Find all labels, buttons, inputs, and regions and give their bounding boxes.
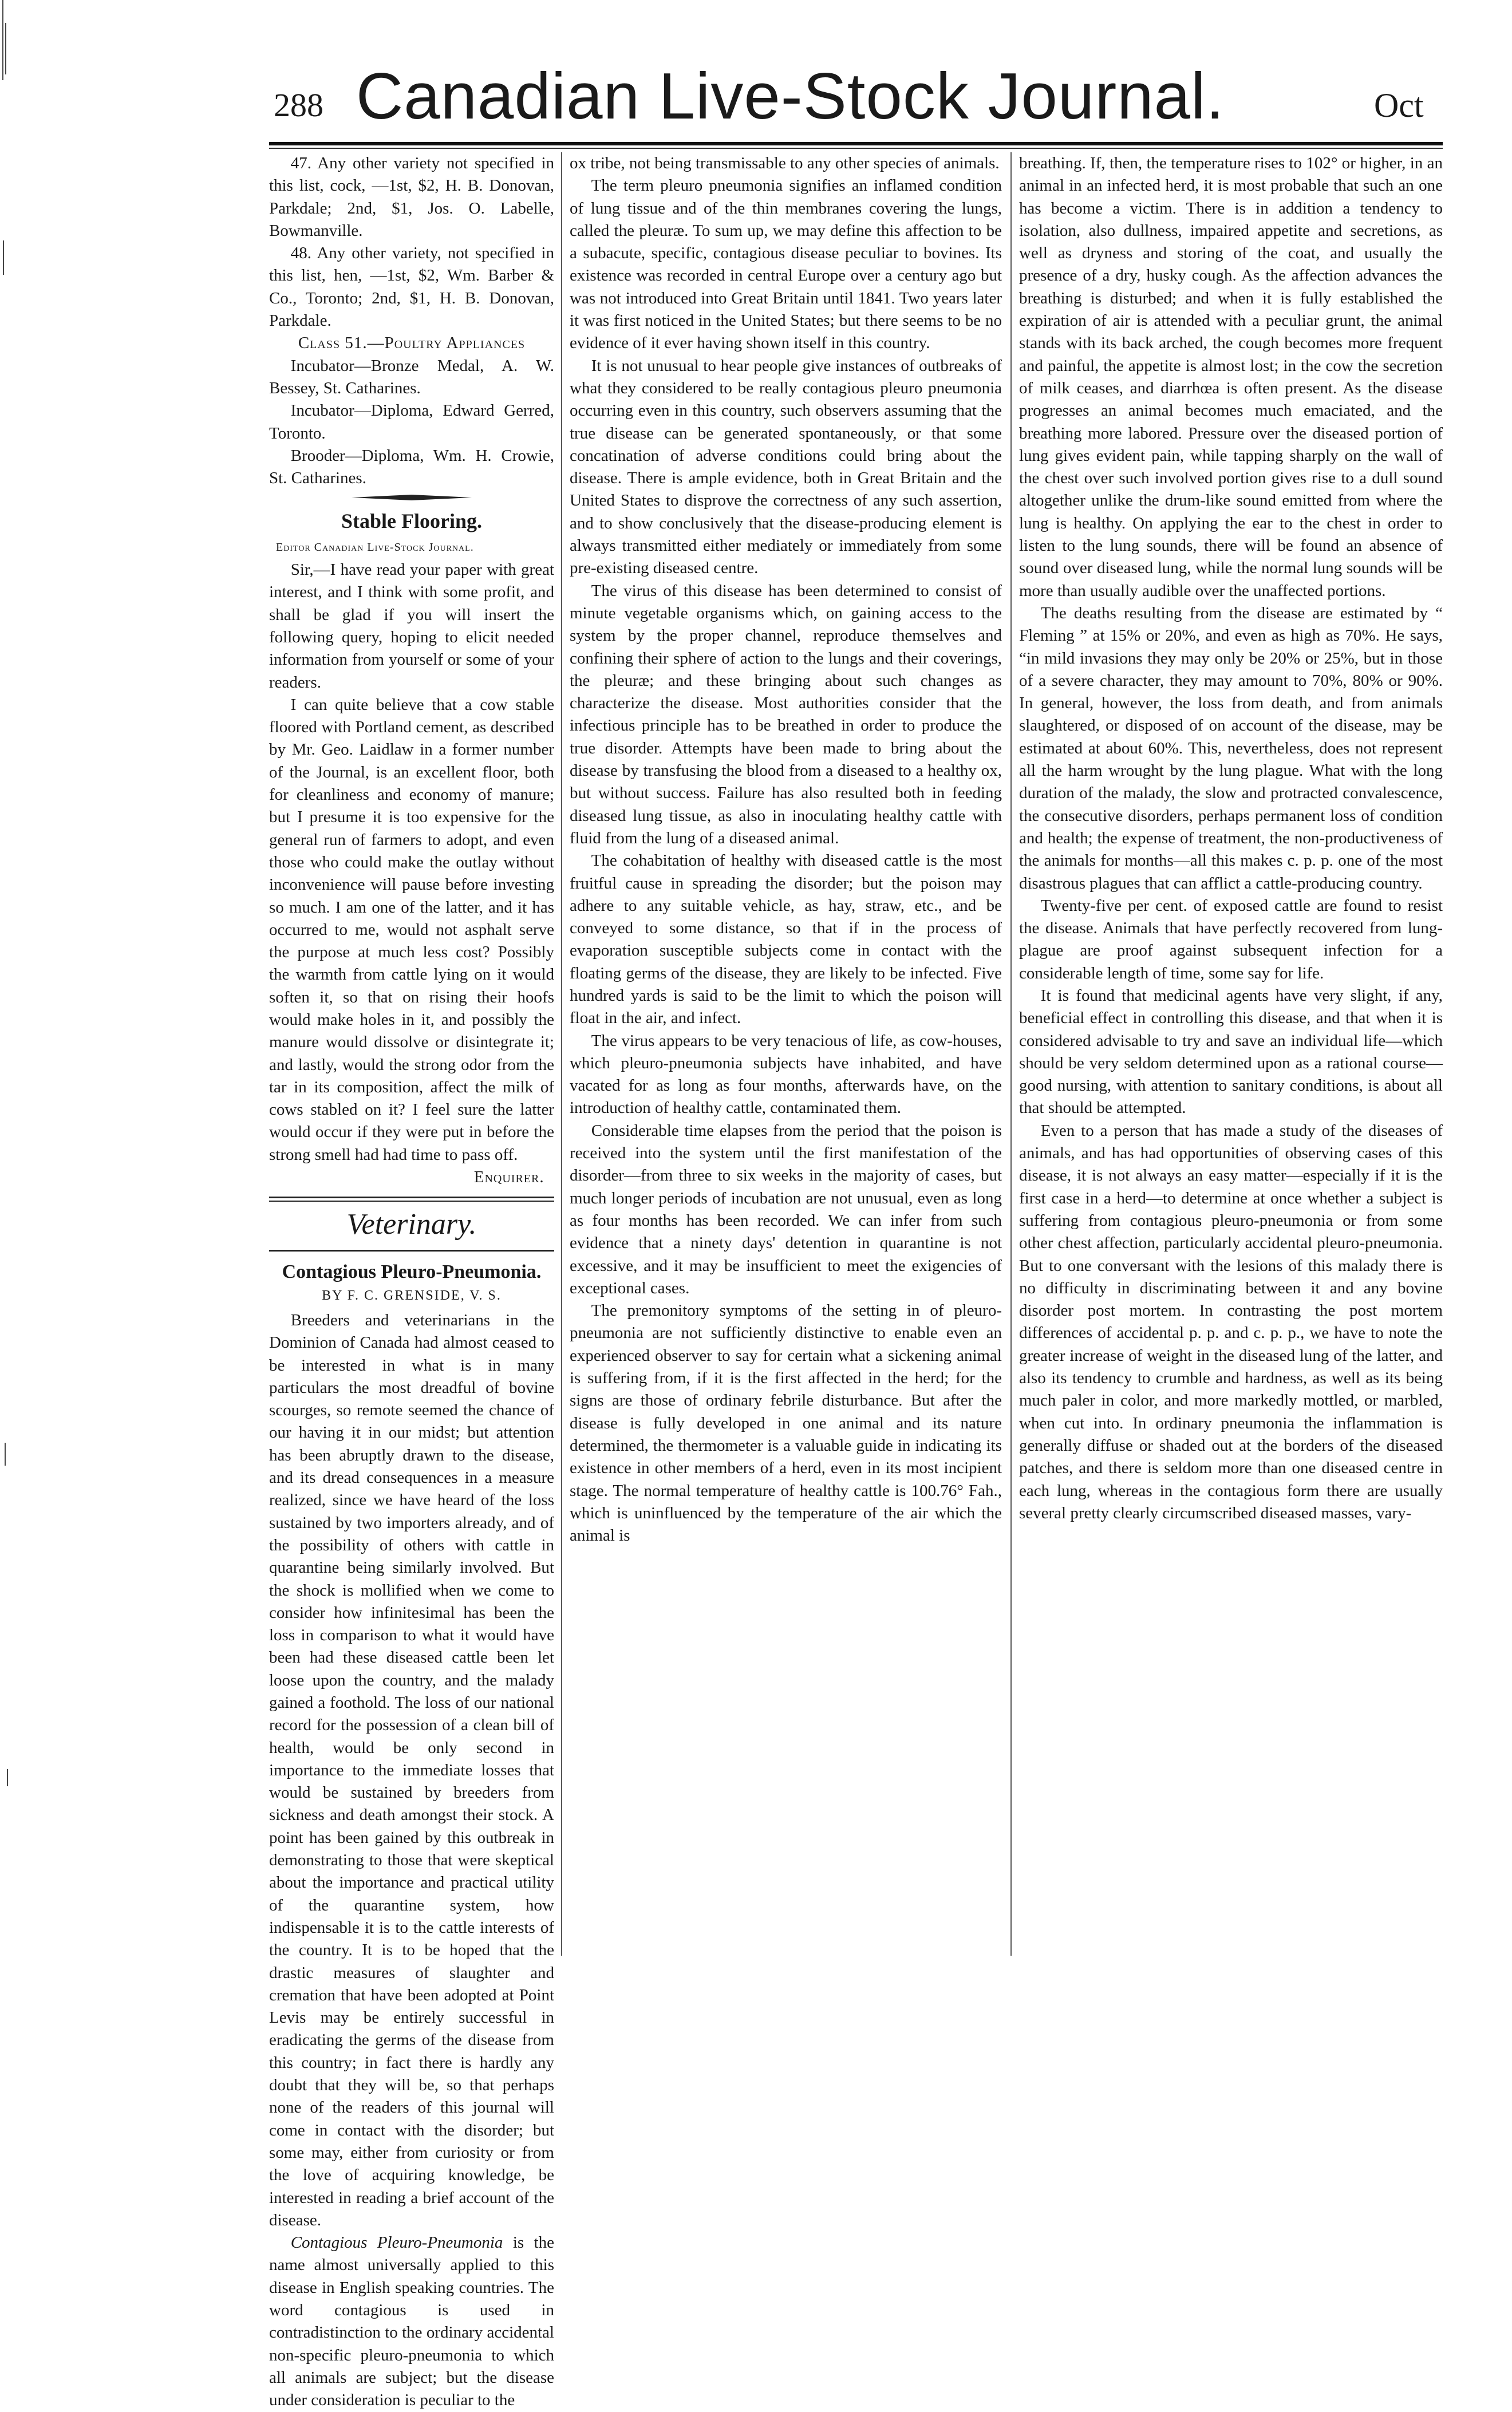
salutation-line: Editor Canadian Live-Stock Journal. [276,540,474,554]
body-paragraph: The term pleuro pneumonia signifies an inflamed condition of lung tissue and of the thin membranes covering the lungs, called the pleuræ. To sum up, we may define this affection to be a subacute, specific, contagious disease peculiar to bovines. Its existence was recorded in central Europe over a century ago but was not introduced into Great Britain until 1841. Two years later it was first noticed in the United States; but there seems to be no evidence of it ever having shown itself in this country. [570,176,1002,353]
header-rule-thin [269,148,1443,149]
body-paragraph: The deaths resulting from the disease are estimated by “ Fleming ” at 15% or 20%, and even as high as 70%. He says, “in mild invasions they may only be 20% or 25%, but in those of a severe character, they may amount to 70%, 80% or 90%. In general, however, the loss from death, and from animals slaughtered, or disposed of on account of the disease, may be estimated at about 60%. This, nevertheless, does not represent all the harm wrought by the lung plague. What with the long duration of the malady, the slow and protracted convalescence, the consecutive disorders, perhaps permanent loss of condition and health; the expense of treatment, the non-productiveness of the animals for months—all this makes c. p. p. one of the most disastrous plagues that can afflict a cattle-producing country. [1019,603,1443,893]
body-paragraph [269,2232,554,2411]
letter-paragraph: Sir,—I have read your paper with great interest, and I think with some profit, and shall be glad if you will insert the following query, hoping to elicit needed information from yourself or some of your readers. [269,560,554,692]
section-title: Veterinary. [346,1208,477,1241]
body-paragraph: It is found that medicinal agents have very slight, if any, beneficial effect in controlling this disease, and that when it is considered advisable to try and save an individual life—which should be very seldom determined upon as a rational course—good nursing, with attention to sanitary conditions, is about all that should be attempted. [1019,986,1443,1118]
article-title: Contagious Pleuro-Pneumonia. [282,1261,542,1283]
body-paragraph: Even to a person that has made a study of the diseases of animals, and has had opportunities of observing cases of this disease, it is not always an easy matter—especially if it is the first case in a herd—to determine at once whether a subject is suffering from contagious pleuro-pneumonia or from some other chest affection, particularly accidental pleuro-pneumonia. But to one conversant with the lesions of this malady there is no difficulty in discriminating between it and any bovine disorder post mortem. In contrasting the post mortem differences of accidental p. p. and c. p. p., we have to note the greater increase of weight in the diseased lung of the latter, and also its tendency to crumble and hardness, as well as its being much paler in color, and more markedly mottled, or marbled, when cut into. In ordinary pneumonia the inflammation is generally diffuse or shaded out at the borders of the diseased patches, and there is seldom more than one diseased centre in each lung, whereas in the contagious form there are usually several pretty clearly circumscribed diseased masses, vary- [1019,1121,1443,1522]
body-paragraph: The cohabitation of healthy with diseased cattle is the most fruitful cause in spreading the disorder; but the poison may adhere to any suitable vehicle, as hay, straw, etc., and be conveyed to some distance, so that if in the process of evaporation susceptible subjects come in contact with the floating germs of the disease, they are likely to be infected. Five hundred yards is said to be the limit to which the poison will float in the air, and infect. [570,851,1002,1028]
body-paragraph: breathing. If, then, the temperature rises to 102° or higher, in an animal in an infected herd, it is most probable that such an one has become a victim. There is in addition a tendency to isolation, also dullness, impaired appetite and secretions, as well as dryness and storing of the coat, and usually the presence of a dry, husky cough. As the affection advances the breathing is disturbed; and when it is fully established the expiration of air is attended with a peculiar grunt, the animal stands with its back arched, the cough becomes more frequent and painful, the appetite is almost lost; in the cow the secretion of milk ceases, and diarrhœa is often present. As the disease progresses an animal becomes much emaciated, and the breathing more labored. Pressure over the diseased portion of lung gives evident pain, while tapping sharply on the wall of the chest over such involved portion gives rise to a dull sound altogether unlike the drum-like sound emitted from where the lung is healthy. On applying the ear to the chest in order to listen to the lung sounds, there will be found an absence of sound over diseased lung, while the normal lung sounds will be more than usually audible over the unaffected portions. [1019,154,1443,600]
body-paragraph: ox tribe, not being transmissable to any other species of animals. [570,154,1000,172]
article-heading: Stable Flooring. [341,510,482,533]
prize-entry: 48. Any other variety, not specified in this list, hen, —1st, $2, Wm. Barber & Co., Toronto; 2nd, $1, H. B. Donovan, Parkdale. [269,244,554,330]
column-divider [561,152,562,1956]
prize-entry: Incubator—Bronze Medal, A. W. Bessey, St. Catharines. [269,356,554,397]
section-rule [269,1197,554,1198]
header-rule [269,142,1443,145]
letter-paragraph: I can quite believe that a cow stable floored with Portland cement, as described by Mr. Geo. Laidlaw in a former number of the Journal, is an excellent floor, both for cleanliness and economy of manure; but I presume it is too expensive for the general run of farmers to adopt, and even those who could make the outlay without inconvenience will pause before investing so much. I am one of the latter, and it has occurred to me, would not asphalt serve the purpose at much less cost? Possibly the warmth from cattle lying on it would soften it, so that on rising their hoofs would make holes in it, and possibly the manure would dissolve or disintegrate it; and lastly, would the strong odor from the tar in its composition, affect the milk of cows stabled on it? I feel sure the latter would occur if they were put in before the strong smell had had time to pass off. [269,695,554,1164]
body-paragraph: Breeders and veterinarians in the Dominion of Canada had almost ceased to be interested in what is in many particulars the most dreadful of bovine scourges, so remote seemed the chance of our having it in our midst; but attention has been abruptly drawn to the disease, and its dread consequences in a measure realized, since we have heard of the loss sustained by two importers already, and of the possibility of others with cattle in quarantine being similarly involved. But the shock is mollified when we come to consider how infinitesimal has been the loss in comparison to what it would have been had these diseased cattle been let loose upon the country, and the malady gained a foothold. The loss of our national record for the possession of a clean bill of health, would be only second in importance to the immediate losses that would be sustained by breeders from sickness and death amongst their stock. A point has been gained by this outbreak in demonstrating to those that were skeptical about the importance and practical utility of the quarantine system, how indispensable it is to the cattle interests of the country. It is to be hoped that the drastic measures of slaughter and cremation that have been adopted at Point Levis may be entirely successful in eradicating the germs of the disease from this country; in fact there is hardly any doubt that they will be, so that perhaps none of the readers of this journal will come in contact with the disorder; but some may, either from curiosity or from the love of acquiring knowledge, be interested in reading a brief account of the disease. [269,1310,554,2229]
column-middle [570,152,1002,1956]
issue-month: Oct [1374,86,1424,124]
column-divider [1010,152,1012,1956]
page-header [0,0,1512,155]
column-left [269,152,554,2410]
prize-entry: Incubator—Diploma, Edward Gerred, Toronto. [269,401,554,443]
prize-entry: 47. Any other variety not specified in this list, cock, —1st, $2, H. B. Donovan, Parkdale; 2nd, $1, Jos. O. Labelle, Bowmanville. [269,154,554,240]
section-rule [269,1250,554,1252]
body-paragraph: The premonitory symptoms of the setting in of pleuro-pneumonia are not sufficiently distinctive to enable even an experienced observer to say for certain what a sickening animal is suffering from, if it is the first affected in the herd; for the signs are those of ordinary febrile disturbance. But after the disease is fully developed in one animal and its nature determined, the thermometer is a valuable guide in indicating its existence in other members of a herd, even in its most incipient stage. The normal temperature of healthy cattle is 100.76° Fah., which is uninfluenced by the temperature of the air which the animal is [570,1301,1002,1545]
byline: BY F. C. GRENSIDE, V. S. [322,1288,502,1303]
body-paragraph: The virus appears to be very tenacious of life, as cow-houses, which pleuro-pneumonia subjects have inhabited, and have vacated for as long as four months, afterwards have, on the introduction of healthy cattle, contaminated them. [570,1031,1002,1118]
page-number: 288 [274,86,323,124]
body-paragraph: It is not unusual to hear people give instances of outbreaks of what they considered to be really contagious pleuro pneumonia occurring even in this country, such observers assuming that the true disease can be generated spontaneously, or that some concatination of adverse conditions could bring about the disease. There is ample evidence, both in Great Britain and the United States to disprove the correctness of any such assertion, and to show conclusively that the disease-producing element is always transmitted either mediately or immediately from some pre-existing diseased centre. [570,356,1002,578]
class-heading: Class 51.—Poultry Appliances [298,334,526,353]
body-paragraph: Considerable time elapses from the period that the poison is received into the system until the first manifestation of the disorder—from three to six weeks in the majority of cases, but much longer periods of incubation are not unusual, even as long as four months has been recorded. We can infer from such evidence that a ninety days' detention in quarantine is not excessive, and it may be insufficient to meet the exigencies of exceptional cases. [570,1121,1002,1297]
column-right [1019,152,1443,1956]
italic-term: Contagious Pleuro-Pneumonia [290,2233,503,2252]
journal-title: Canadian Live-Stock Journal. [356,60,1225,133]
signature: Enquirer. [473,1168,544,1187]
scan-edge [0,0,15,1992]
section-rule [269,1201,554,1202]
prize-entry: Brooder—Diploma, Wm. H. Crowie, St. Catharines. [269,446,554,488]
ornament-divider [352,494,472,501]
body-paragraph: The virus of this disease has been determined to consist of minute vegetable organisms which, on gaining access to the system by the proper channel, reproduce themselves and confining their sphere of action to the lungs and their coverings, the pleuræ; and these bringing about such changes as characterize the disease. Most authorities consider that the infectious principle has to be breathed in order to produce the true disorder. Attempts have been made to bring about the disease by transfusing the blood from a diseased to a healthy ox, but without success. Failure has also resulted both in feeding diseased lung tissue, as also in inoculating healthy cattle with fluid from the lung of a diseased animal. [570,581,1002,847]
body-text: is the name almost universally applied to this disease in English speaking countries. The word contagious is used in contradistinction to the ordinary accidental non-specific pleuro-pneumonia to which all animals are subject; but the disease under consideration is peculiar to the [269,2233,554,2410]
body-paragraph: Twenty-five per cent. of exposed cattle are found to resist the disease. Animals that have perfectly recovered from lung-plague are proof against subsequent infection for a considerable length of time, some say for life. [1019,896,1443,982]
